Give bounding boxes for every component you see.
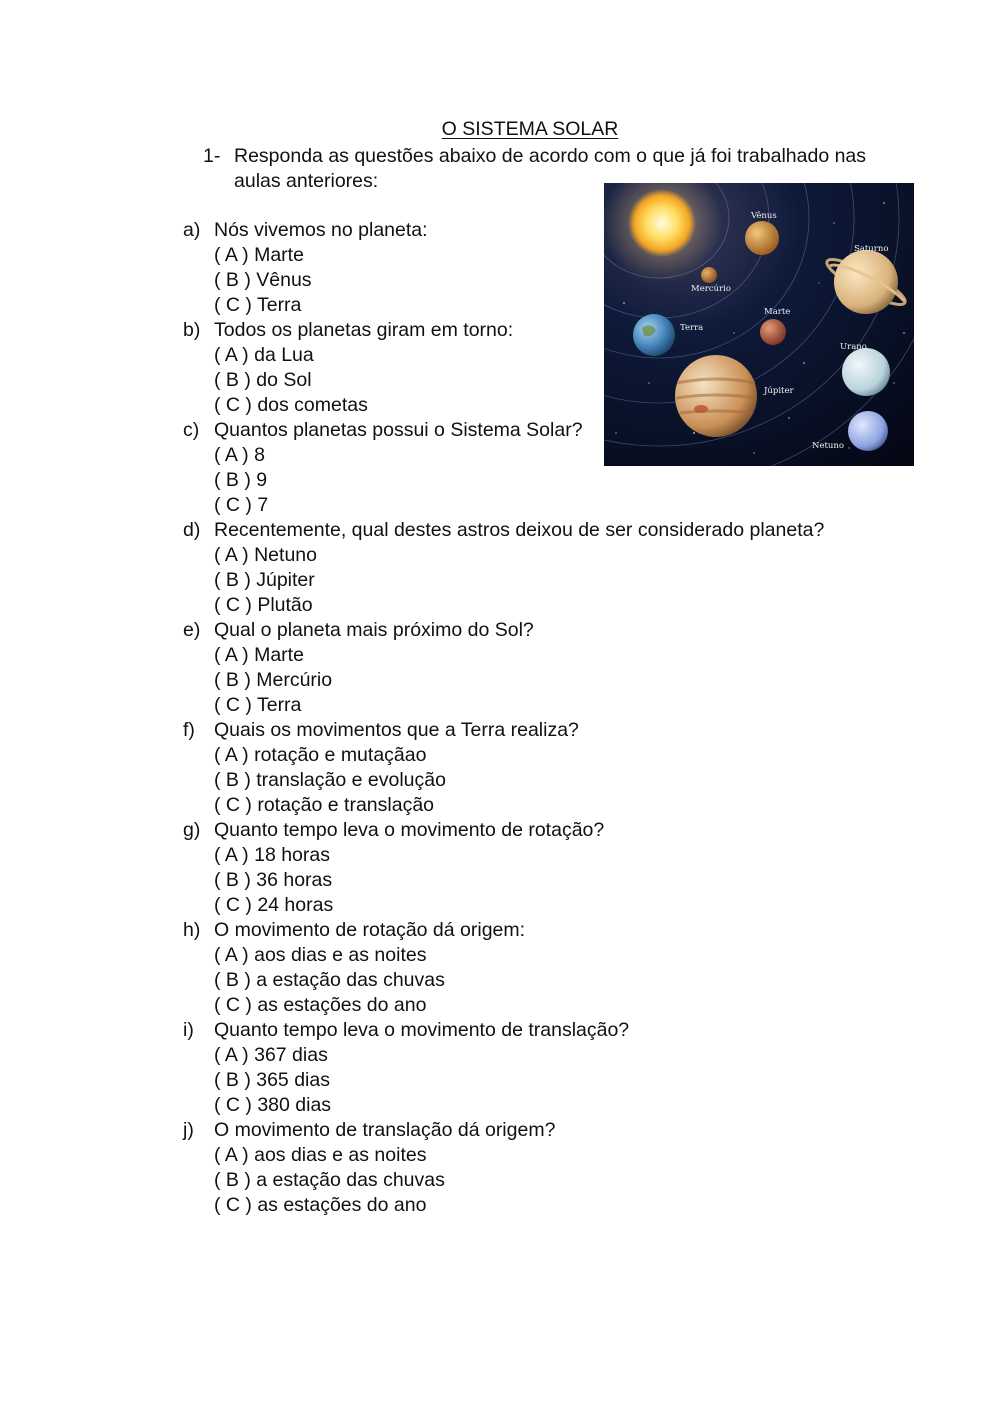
question-item [183,418,883,518]
answer-option[interactable]: ( C ) Terra [214,294,302,316]
answer-option[interactable]: ( C ) dos cometas [214,394,368,416]
question-text: Nós vivemos no planeta: [214,219,428,241]
answer-option[interactable]: ( A ) 8 [214,444,265,466]
question-letter: i) [183,1019,194,1041]
label-netuno: Netuno [812,441,844,451]
question-text: Quais os movimentos que a Terra realiza? [214,719,579,741]
question-letter: d) [183,519,201,541]
answer-option[interactable]: ( A ) 367 dias [214,1044,328,1066]
question-letter: f) [183,719,195,741]
answer-option[interactable]: ( B ) 9 [214,469,268,491]
question-item [183,718,883,818]
question-letter: b) [183,319,201,341]
question-item [183,618,883,718]
label-urano: Urano [840,342,867,352]
instruction-text: Responda as questões abaixo de acordo com o que já foi trabalhado nas aulas anteriores: [234,145,867,192]
answer-option[interactable]: ( B ) a estação das chuvas [214,969,445,991]
label-mercurio: Mercúrio [691,284,731,294]
label-marte: Marte [764,307,791,317]
question-item [183,518,883,618]
label-venus: Vênus [751,211,777,221]
answer-option[interactable]: ( B ) Júpiter [214,569,315,591]
question-letter: a) [183,219,201,241]
answer-option[interactable]: ( C ) Terra [214,694,302,716]
question-text: O movimento de translação dá origem? [214,1119,556,1141]
answer-option[interactable]: ( C ) 24 horas [214,894,334,916]
question-text: Todos os planetas giram em torno: [214,319,514,341]
answer-option[interactable]: ( A ) rotação e mutaçãao [214,744,427,766]
page-title: O SISTEMA SOLAR [441,118,619,140]
question-item [183,1118,883,1218]
answer-option[interactable]: ( A ) Netuno [214,544,317,566]
question-letter: g) [183,819,201,841]
label-saturno: Saturno [854,244,889,254]
answer-option[interactable]: ( C ) rotação e translação [214,794,435,816]
answer-option[interactable]: ( A ) da Lua [214,344,314,366]
question-item [183,918,883,1018]
question-letter: c) [183,419,200,441]
question-letter: h) [183,919,201,941]
answer-option[interactable]: ( A ) aos dias e as noites [214,1144,427,1166]
question-text: Quanto tempo leva o movimento de translação? [214,1019,630,1041]
answer-option[interactable]: ( A ) Marte [214,644,304,666]
answer-option[interactable]: ( A ) aos dias e as noites [214,944,427,966]
answer-option[interactable]: ( A ) 18 horas [214,844,330,866]
answer-option[interactable]: ( B ) do Sol [214,369,312,391]
question-text: Quantos planetas possui o Sistema Solar? [214,419,583,441]
question-text: Qual o planeta mais próximo do Sol? [214,619,534,641]
answer-option[interactable]: ( B ) a estação das chuvas [214,1169,445,1191]
answer-option[interactable]: ( A ) Marte [214,244,304,266]
question-text: O movimento de rotação dá origem: [214,919,526,941]
answer-option[interactable]: ( B ) translação e evolução [214,769,446,791]
answer-option[interactable]: ( C ) as estações do ano [214,1194,427,1216]
label-jupiter: Júpiter [764,386,794,396]
answer-option[interactable]: ( C ) as estações do ano [214,994,427,1016]
answer-option[interactable]: ( C ) Plutão [214,594,313,616]
answer-option[interactable]: ( C ) 7 [214,494,269,516]
answer-option[interactable]: ( C ) 380 dias [214,1094,332,1116]
question-item [183,1018,883,1118]
question-text: Recentemente, qual destes astros deixou de ser considerado planeta? [214,519,825,541]
question-item [183,218,883,318]
instruction-number: 1- [203,145,221,167]
question-list [183,218,883,1218]
question-item [183,318,883,418]
answer-option[interactable]: ( B ) Vênus [214,269,312,291]
question-letter: e) [183,619,201,641]
answer-option[interactable]: ( B ) Mercúrio [214,669,333,691]
label-terra: Terra [680,323,704,333]
question-text: Quanto tempo leva o movimento de rotação? [214,819,605,841]
answer-option[interactable]: ( B ) 36 horas [214,869,333,891]
question-item [183,818,883,918]
answer-option[interactable]: ( B ) 365 dias [214,1069,330,1091]
question-letter: j) [183,1119,194,1141]
